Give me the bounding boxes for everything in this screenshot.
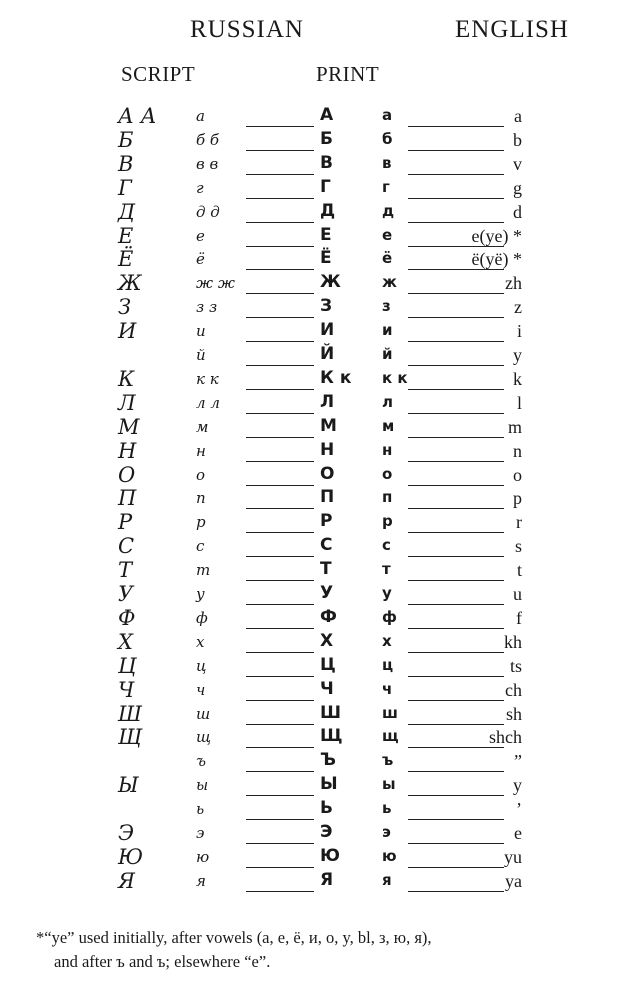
script-lowercase: ц: [196, 656, 207, 675]
blank-line: [408, 771, 504, 772]
alphabet-row: [0, 414, 640, 442]
alphabet-row: [0, 462, 640, 490]
script-lowercase: з з: [196, 298, 218, 317]
blank-line: [246, 556, 314, 557]
alphabet-row: [0, 558, 640, 585]
blank-line: [408, 341, 504, 342]
blank-line: [246, 628, 314, 629]
print-lowercase: ж: [382, 273, 397, 292]
script-capital: Ч: [118, 677, 135, 702]
alphabet-row: [0, 390, 640, 418]
script-lowercase: ж ж: [196, 274, 235, 293]
script-capital: Д: [118, 199, 136, 224]
print-capital: Ё: [320, 248, 332, 269]
english-equivalent: u: [513, 584, 522, 604]
print-lowercase: о: [382, 464, 393, 483]
script-lowercase: ь: [196, 800, 205, 819]
script-capital: О: [118, 462, 136, 487]
english-equivalent: p: [513, 488, 522, 509]
print-capital: Т: [320, 559, 332, 580]
script-capital: У: [118, 582, 134, 606]
script-capital: З: [118, 295, 132, 320]
script-lowercase: к к: [196, 369, 219, 388]
script-capital: Б: [118, 127, 134, 152]
print-capital: З: [320, 296, 333, 317]
print-capital: Г: [320, 176, 331, 197]
script-capital: Э: [118, 821, 135, 845]
blank-line: [408, 819, 504, 820]
script-lowercase: э: [196, 824, 205, 842]
print-lowercase: ё: [382, 249, 393, 268]
print-lowercase: ы: [382, 775, 396, 794]
print-lowercase: ъ: [382, 751, 394, 770]
alphabet-row: [0, 844, 640, 872]
script-capital: Ф: [118, 605, 136, 630]
english-equivalent: shch: [489, 727, 522, 748]
blank-line: [408, 150, 504, 151]
script-lowercase: щ: [196, 728, 212, 747]
english-equivalent: r: [516, 512, 522, 533]
english-equivalent: ё(yё) *: [471, 249, 522, 270]
script-lowercase: п: [196, 489, 206, 508]
blank-line: [246, 724, 314, 725]
script-capital: Ё: [118, 247, 134, 272]
script-heading: SCRIPT: [121, 62, 196, 86]
alphabet-row: [0, 821, 640, 848]
english-equivalent: n: [513, 440, 522, 461]
print-lowercase: у: [382, 584, 392, 602]
script-capital: Г: [118, 175, 132, 200]
blank-line: [246, 604, 314, 605]
script-lowercase: с: [196, 537, 205, 556]
script-lowercase: о: [196, 465, 206, 484]
print-capital: А: [320, 105, 334, 125]
alphabet-row: [0, 701, 640, 729]
footnote-line-2: and after ъ and ъ; elsewhere “e”.: [54, 952, 271, 971]
blank-line: [246, 461, 314, 462]
blank-line: [408, 365, 504, 366]
print-lowercase: д: [382, 201, 395, 220]
script-lowercase: м: [196, 417, 209, 436]
english-equivalent: ts: [509, 655, 522, 676]
script-lowercase: ч: [196, 680, 206, 699]
english-equivalent: g: [513, 177, 522, 198]
blank-line: [408, 437, 504, 438]
english-heading: ENGLISH: [455, 16, 569, 43]
print-capital: Я: [320, 869, 334, 890]
blank-line: [246, 365, 314, 366]
script-capital: Т: [118, 558, 133, 583]
print-capital: Ю: [320, 845, 340, 866]
print-capital: Н: [320, 439, 335, 460]
print-lowercase: п: [382, 488, 393, 507]
print-lowercase: в: [382, 153, 392, 172]
english-equivalent: t: [516, 560, 522, 581]
blank-line: [246, 222, 314, 223]
alphabet-row: [0, 677, 640, 705]
script-capital: Ы: [118, 773, 139, 798]
script-capital: Щ: [118, 725, 142, 750]
blank-line: [408, 532, 504, 533]
script-lowercase: й: [196, 346, 206, 364]
english-equivalent: yu: [504, 846, 522, 867]
english-equivalent: k: [513, 368, 522, 389]
print-capital: Ц: [320, 654, 336, 675]
blank-line: [246, 843, 314, 844]
english-equivalent: o: [513, 464, 522, 485]
script-lowercase: х: [196, 632, 205, 651]
alphabet-row: [0, 271, 640, 298]
script-capital: Ж: [118, 271, 142, 296]
script-lowercase: д д: [196, 202, 220, 221]
print-lowercase: н: [382, 440, 393, 459]
print-capital: С: [320, 535, 333, 556]
english-equivalent: s: [514, 536, 522, 557]
footnote-line-1: *“ye” used initially, after vowels (a, e, ё, и, o, y, bl, з, ю, я),: [36, 928, 432, 947]
blank-line: [408, 174, 504, 175]
blank-line: [408, 413, 504, 414]
print-capital: П: [320, 487, 335, 508]
print-heading: PRINT: [316, 62, 380, 86]
english-equivalent: a: [514, 106, 522, 126]
print-capital: Ф: [320, 606, 337, 627]
print-lowercase: с: [382, 536, 391, 555]
script-lowercase: ф: [196, 608, 208, 627]
script-capital: Ц: [118, 653, 137, 678]
print-capital: Й: [320, 344, 335, 364]
blank-line: [408, 795, 504, 796]
script-capital: В: [118, 151, 134, 176]
print-capital: Б: [320, 128, 333, 149]
alphabet-row: [0, 199, 640, 227]
script-lowercase: е: [196, 226, 205, 245]
blank-line: [246, 532, 314, 533]
blank-line: [408, 652, 504, 653]
blank-line: [246, 150, 314, 151]
alphabet-row: [0, 346, 640, 370]
print-lowercase: и: [382, 321, 393, 340]
print-capital: Е: [320, 224, 332, 245]
script-capital: Я: [118, 868, 135, 893]
english-equivalent: ch: [505, 679, 522, 700]
alphabet-row: [0, 629, 640, 657]
blank-line: [246, 198, 314, 199]
alphabet-row: [0, 486, 640, 513]
print-capital: Ъ: [320, 750, 336, 771]
blank-line: [408, 317, 504, 318]
print-lowercase: з: [382, 297, 391, 316]
print-capital: Ш: [320, 702, 342, 723]
blank-line: [408, 891, 504, 892]
english-equivalent: v: [513, 153, 522, 174]
blank-line: [408, 293, 504, 294]
script-lowercase: г: [196, 178, 204, 197]
alphabet-row: [0, 319, 640, 346]
english-equivalent: l: [516, 392, 522, 413]
alphabet-row: [0, 151, 640, 179]
alphabet-row: [0, 438, 640, 466]
print-capital: О: [320, 463, 335, 484]
print-lowercase: р: [382, 512, 393, 531]
print-capital: Щ: [320, 726, 343, 747]
script-capital: Р: [118, 510, 133, 535]
blank-line: [246, 341, 314, 342]
english-equivalent: b: [513, 129, 522, 150]
alphabet-row: [0, 605, 640, 633]
alphabet-row: [0, 247, 640, 274]
english-equivalent: ’: [516, 799, 522, 820]
script-lowercase: ъ: [196, 752, 206, 771]
print-lowercase: щ: [382, 727, 399, 746]
script-lowercase: и: [196, 322, 206, 341]
script-capital: Е: [118, 223, 134, 248]
script-capital: С: [118, 534, 135, 559]
blank-line: [246, 700, 314, 701]
print-capital: Х: [320, 630, 334, 651]
english-equivalent: kh: [504, 631, 522, 652]
alphabet-row: [0, 752, 640, 776]
script-lowercase: н: [196, 441, 206, 460]
alphabet-row: [0, 800, 640, 824]
alphabet-row: [0, 366, 640, 394]
alphabet-row: [0, 582, 640, 609]
blank-line: [408, 556, 504, 557]
blank-line: [246, 867, 314, 868]
blank-line: [408, 485, 504, 486]
blank-line: [246, 652, 314, 653]
blank-line: [246, 580, 314, 581]
blank-line: [408, 628, 504, 629]
english-equivalent: ya: [505, 870, 522, 891]
blank-line: [246, 485, 314, 486]
script-capital: Ш: [118, 701, 142, 726]
print-lowercase: л: [382, 392, 393, 411]
print-lowercase: х: [382, 631, 392, 650]
alphabet-row: [0, 510, 640, 537]
blank-line: [408, 580, 504, 581]
blank-line: [246, 771, 314, 772]
alphabet-row: [0, 653, 640, 681]
blank-line: [246, 676, 314, 677]
print-lowercase: ф: [382, 607, 397, 626]
russian-heading: RUSSIAN: [190, 16, 304, 43]
blank-line: [408, 604, 504, 605]
print-lowercase: ц: [382, 655, 394, 674]
english-equivalent: sh: [505, 703, 522, 724]
blank-line: [408, 126, 504, 127]
script-lowercase: в в: [196, 154, 219, 173]
alphabet-row: [0, 534, 640, 561]
script-lowercase: ё: [196, 250, 205, 269]
alphabet-row: [0, 127, 640, 155]
print-lowercase: ч: [382, 679, 393, 698]
print-capital: Ь: [320, 798, 333, 819]
script-lowercase: р: [196, 513, 206, 532]
print-capital: В: [320, 152, 333, 173]
print-lowercase: а: [382, 106, 393, 124]
print-lowercase: ю: [382, 846, 397, 865]
script-capital: А А: [118, 104, 157, 128]
english-equivalent: zh: [505, 273, 522, 294]
blank-line: [408, 389, 504, 390]
print-lowercase: т: [382, 560, 391, 579]
script-capital: Ю: [118, 844, 144, 869]
print-lowercase: е: [382, 225, 393, 244]
print-lowercase: ь: [382, 799, 392, 818]
print-lowercase: я: [382, 870, 392, 889]
print-capital: У: [320, 583, 334, 603]
english-equivalent: e: [514, 823, 522, 843]
english-equivalent: z: [514, 297, 522, 318]
print-capital: Д: [320, 200, 336, 221]
english-equivalent: d: [513, 201, 522, 222]
blank-line: [246, 795, 314, 796]
print-lowercase: э: [382, 823, 391, 841]
english-equivalent: m: [507, 416, 522, 437]
alphabet-row: [0, 223, 640, 251]
print-capital: Р: [320, 511, 333, 532]
script-lowercase: л л: [196, 393, 220, 412]
blank-line: [246, 317, 314, 318]
blank-line: [246, 437, 314, 438]
script-capital: Н: [118, 438, 137, 463]
blank-line: [408, 700, 504, 701]
print-capital: Л: [320, 391, 335, 412]
print-lowercase: г: [382, 177, 390, 196]
script-capital: Х: [118, 629, 133, 654]
blank-line: [408, 867, 504, 868]
print-lowercase: ш: [382, 703, 398, 722]
script-lowercase: а: [196, 107, 205, 125]
script-capital: М: [118, 414, 140, 439]
print-capital: Ы: [320, 774, 338, 795]
script-lowercase: т: [196, 561, 211, 580]
alphabet-row: [0, 104, 640, 131]
script-capital: И: [118, 319, 137, 344]
blank-line: [408, 843, 504, 844]
print-lowercase: й: [382, 345, 393, 363]
print-capital: И: [320, 320, 335, 341]
blank-line: [246, 174, 314, 175]
print-capital: Э: [320, 822, 333, 842]
english-equivalent: e(ye) *: [471, 225, 522, 246]
english-equivalent: i: [516, 321, 522, 342]
print-lowercase: м: [382, 416, 395, 435]
blank-line: [246, 891, 314, 892]
blank-line: [246, 508, 314, 509]
script-capital: Л: [118, 390, 136, 415]
script-lowercase: б б: [196, 130, 220, 149]
blank-line: [246, 126, 314, 127]
alphabet-row: [0, 868, 640, 896]
script-lowercase: ш: [196, 704, 211, 723]
script-lowercase: ы: [196, 776, 209, 795]
english-equivalent: y: [513, 775, 522, 796]
blank-line: [408, 461, 504, 462]
script-lowercase: ю: [196, 847, 210, 866]
blank-line: [246, 293, 314, 294]
alphabet-row: [0, 725, 640, 752]
alphabet-row: [0, 175, 640, 203]
blank-line: [408, 222, 504, 223]
script-capital: П: [118, 486, 137, 511]
blank-line: [246, 246, 314, 247]
blank-line: [246, 819, 314, 820]
blank-line: [246, 413, 314, 414]
print-capital: К к: [320, 367, 352, 388]
english-equivalent: ”: [514, 751, 522, 772]
print-capital: Ч: [320, 678, 334, 699]
script-lowercase: у: [196, 585, 205, 603]
english-equivalent: f: [516, 607, 522, 628]
alphabet-row: [0, 295, 640, 322]
print-capital: Ж: [320, 272, 341, 293]
blank-line: [246, 389, 314, 390]
blank-line: [408, 508, 504, 509]
blank-line: [408, 724, 504, 725]
print-lowercase: б: [382, 129, 393, 148]
script-capital: К: [118, 366, 135, 391]
blank-line: [246, 269, 314, 270]
alphabet-row: [0, 773, 640, 800]
english-equivalent: y: [513, 345, 522, 365]
blank-line: [408, 676, 504, 677]
print-lowercase: к к: [382, 368, 408, 387]
blank-line: [408, 198, 504, 199]
script-lowercase: я: [196, 871, 206, 890]
print-capital: М: [320, 415, 337, 436]
blank-line: [246, 747, 314, 748]
